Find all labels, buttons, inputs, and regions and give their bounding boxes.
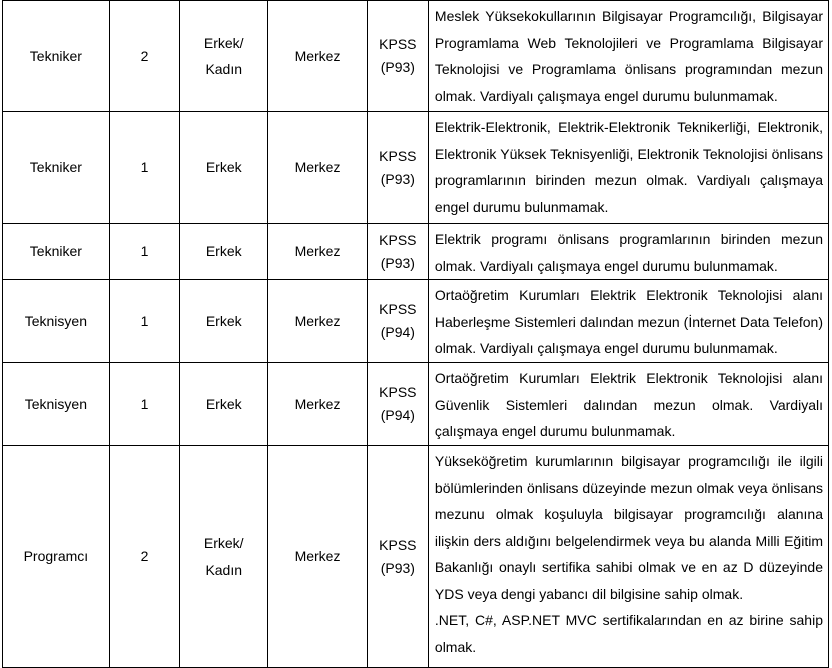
exam-cell — [367, 112, 428, 224]
location-cell: Merkez — [268, 446, 367, 668]
exam-line: (P93) — [380, 59, 415, 75]
position-count-cell: 2 — [109, 446, 179, 668]
gender-line: Kadın — [205, 61, 243, 77]
requirements-cell — [428, 363, 828, 446]
position-title-cell: Teknisyen — [3, 363, 110, 446]
requirements-text: Elektrik programı önlisans programlarının birinden mezun olmak. Vardiyalı çalışmaya engel durumu bulunmamak. — [434, 231, 823, 274]
gender-line: Erkek — [205, 395, 242, 412]
location-cell: Merkez — [268, 112, 367, 224]
requirements-text: .NET, C#, ASP.NET MVC sertifikalarından en az birine sahip olmak. — [434, 612, 823, 655]
exam-line: (P93) — [380, 254, 415, 271]
exam-cell — [367, 363, 428, 446]
position-title-cell: Tekniker — [3, 112, 110, 224]
position-count-cell: 1 — [109, 280, 179, 363]
exam-line: KPSS — [379, 36, 417, 52]
location-cell: Merkez — [268, 1, 367, 112]
gender-line: Kadın — [205, 561, 243, 578]
exam-line: (P94) — [380, 407, 415, 423]
requirements-text: Yükseköğretim kurumlarının bilgisayar programcılığı ile ilgili bölümlerinden önlisans düzeyinde mezun olmak veya önlisans mezunu olmak koşuluyla bilgisayar programcılığı alanına ilişkin ders aldığını belgelendirmek veya bu alanda Milli Eğitim Bakanlığı onaylı sertifika sahibi olmak ve en az D düzeyinde YDS veya dengi yabancı dil bilgisine sahip olmak. — [434, 453, 823, 602]
position-count-cell: 2 — [109, 1, 179, 112]
exam-cell — [367, 1, 428, 112]
table-row — [3, 224, 829, 280]
table-row — [3, 280, 829, 363]
position-count-cell: 1 — [109, 363, 179, 446]
exam-line: KPSS — [379, 301, 417, 317]
exam-cell — [367, 446, 428, 668]
gender-cell — [180, 280, 268, 363]
gender-cell — [180, 224, 268, 280]
position-title-cell: Programcı — [3, 446, 110, 668]
position-count-cell: 1 — [109, 224, 179, 280]
table-row — [3, 363, 829, 446]
requirements-cell — [428, 224, 828, 280]
location-cell: Merkez — [268, 224, 367, 280]
exam-line: (P93) — [380, 170, 415, 187]
gender-line: Erkek/ — [203, 34, 244, 51]
exam-cell — [367, 280, 428, 363]
gender-line: Erkek/ — [203, 535, 244, 551]
gender-line: Erkek — [205, 312, 242, 329]
position-title-cell: Teknisyen — [3, 280, 110, 363]
requirements-cell — [428, 446, 828, 668]
table-row — [3, 112, 829, 224]
positions-table — [2, 0, 829, 668]
requirements-text: Meslek Yüksekokullarının Bilgisayar Programcılığı, Bilgisayar Programlama Web Teknolojileri ve Programlama Bilgisayar Teknolojisi ve Programlama önlisans programından mezun olmak. Vardiyalı çalışmaya engel durumu bulunmamak. — [434, 8, 823, 104]
location-cell: Merkez — [268, 363, 367, 446]
position-count-cell: 1 — [109, 112, 179, 224]
gender-cell — [180, 1, 268, 112]
exam-line: (P93) — [380, 559, 415, 576]
exam-line: KPSS — [379, 536, 417, 553]
gender-cell — [180, 446, 268, 668]
exam-line: KPSS — [379, 384, 417, 400]
exam-line: KPSS — [379, 147, 417, 164]
exam-cell — [367, 224, 428, 280]
requirements-cell — [428, 1, 828, 112]
requirements-text: Ortaöğretim Kurumları Elektrik Elektronik Teknolojisi alanı Güvenlik Sistemleri dalından mezun olmak. Vardiyalı çalışmaya engel durumu bulunmamak. — [434, 370, 823, 439]
table-row — [3, 446, 829, 668]
gender-line: Erkek — [205, 159, 242, 176]
gender-line: Erkek — [205, 243, 242, 260]
position-title-cell: Tekniker — [3, 1, 110, 112]
exam-line: (P94) — [380, 324, 415, 340]
requirements-cell — [428, 112, 828, 224]
requirements-text: Elektrik-Elektronik, Elektrik-Elektronik Teknikerliği, Elektronik, Elektronik Yüksek Teknisyenliği, Elektronik Teknolojisi önlisans programlarının birinden mezun olmak. Vardiyalı çalışmaya engel durumu bulunmamak. — [434, 119, 823, 215]
gender-cell — [180, 363, 268, 446]
location-cell: Merkez — [268, 280, 367, 363]
requirements-cell — [428, 280, 828, 363]
gender-cell — [180, 112, 268, 224]
requirements-text: Ortaöğretim Kurumları Elektrik Elektronik Teknolojisi alanı Haberleşme Sistemleri dalından mezun (İnternet Data Telefon) olmak. Vardiyalı çalışmaya engel durumu bulunmamak. — [434, 287, 823, 356]
exam-line: KPSS — [379, 231, 417, 248]
table-row — [3, 1, 829, 112]
position-title-cell: Tekniker — [3, 224, 110, 280]
